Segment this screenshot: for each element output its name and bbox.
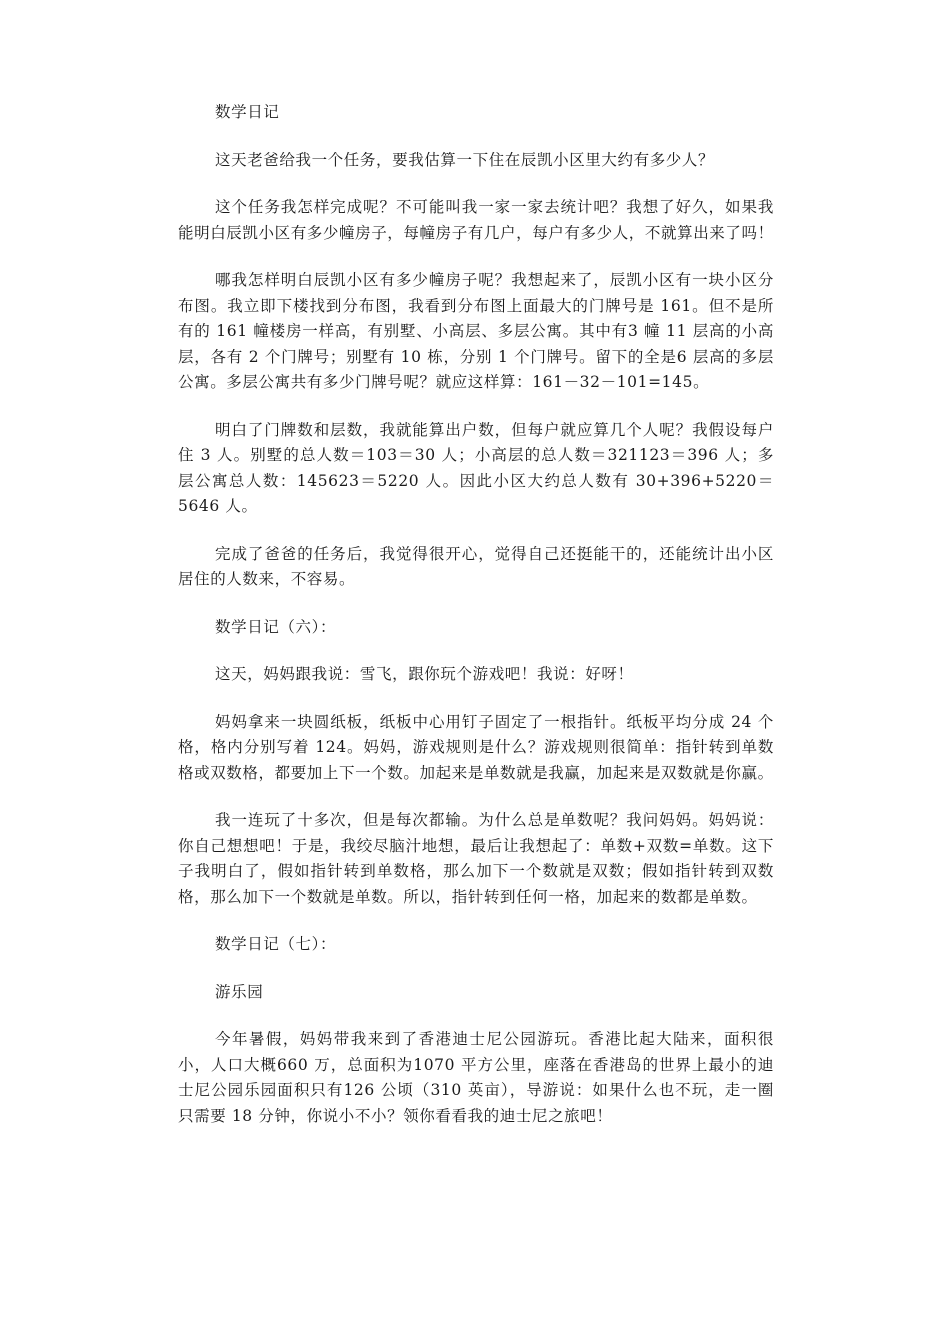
paragraph: 这天老爸给我一个任务，要我估算一下住在辰凯小区里大约有多少人？ <box>215 150 715 169</box>
section-title-amusement-park: 游乐园 <box>215 982 264 1001</box>
paragraph: 这个任务我怎样完成呢？不可能叫我一家一家去统计吧？我想了好久，如果我能明白辰凯小区有多少幢房子，每幢房子有几户，每户有多少人，不就算出来了吗！ <box>178 198 774 242</box>
paragraph: 妈妈拿来一块圆纸板，纸板中心用钉子固定了一根指针。纸板平均分成 24 个格，格内分别写着 124。妈妈，游戏规则是什么？游戏规则很简单：指针转到单数格或双数格，都要加上下一个数。加起来是单数就是我赢，加起来是双数就是你赢。 <box>178 712 774 782</box>
paragraph: 今年暑假，妈妈带我来到了香港迪士尼公园游玩。香港比起大陆来，面积很小，人口大概660 万，总面积为1070 平方公里，座落在香港岛的世界上最小的迪士尼公园乐园面积只有126 公顷（310 英亩），导游说：如果什么也不玩，走一圈只需要 18 分钟，你说小不小？领你看看我的迪士尼之旅吧！ <box>178 1030 774 1125</box>
paragraph: 我一连玩了十多次，但是每次都输。为什么总是单数呢？我问妈妈。妈妈说：你自己想想吧！于是，我绞尽脑汁地想，最后让我想起了：单数+双数=单数。这下子我明白了，假如指针转到单数格，那么加下一个数就是双数；假如指针转到双数格，那么加下一个数就是单数。所以，指针转到任何一格，加起来的数都是单数。 <box>178 811 774 906</box>
document-body <box>178 100 774 1151</box>
diary-title-six: 数学日记（六）： <box>215 617 337 636</box>
paragraph: 哪我怎样明白辰凯小区有多少幢房子呢？我想起来了，辰凯小区有一块小区分布图。我立即下楼找到分布图，我看到分布图上面最大的门牌号是 161。但不是所有的 161 幢楼房一样高，有别墅、小高层、多层公寓。其中有3 幢 11 层高的小高层，各有 2 个门牌号；别墅有 10 栋，分别 1 个门牌号。留下的全是6 层高的多层公寓。多层公寓共有多少门牌号呢？就应这样算：161－32－101=145。 <box>178 271 774 391</box>
diary-title: 数学日记 <box>215 103 280 121</box>
paragraph: 明白了门牌数和层数，我就能算出户数，但每户就应算几个人呢？我假设每户住 3 人。别墅的总人数＝103＝30 人；小高层的总人数＝321123＝396 人；多层公寓总人数：145623＝5220 人。因此小区大约总人数有 30+396+5220＝5646 人。 <box>178 420 774 515</box>
diary-title-seven: 数学日记（七）： <box>215 935 337 953</box>
paragraph: 这天，妈妈跟我说：雪飞，跟你玩个游戏吧！我说：好呀！ <box>215 665 634 683</box>
paragraph: 完成了爸爸的任务后，我觉得很开心，觉得自己还挺能干的，还能统计出小区居住的人数来，不容易。 <box>178 544 774 588</box>
